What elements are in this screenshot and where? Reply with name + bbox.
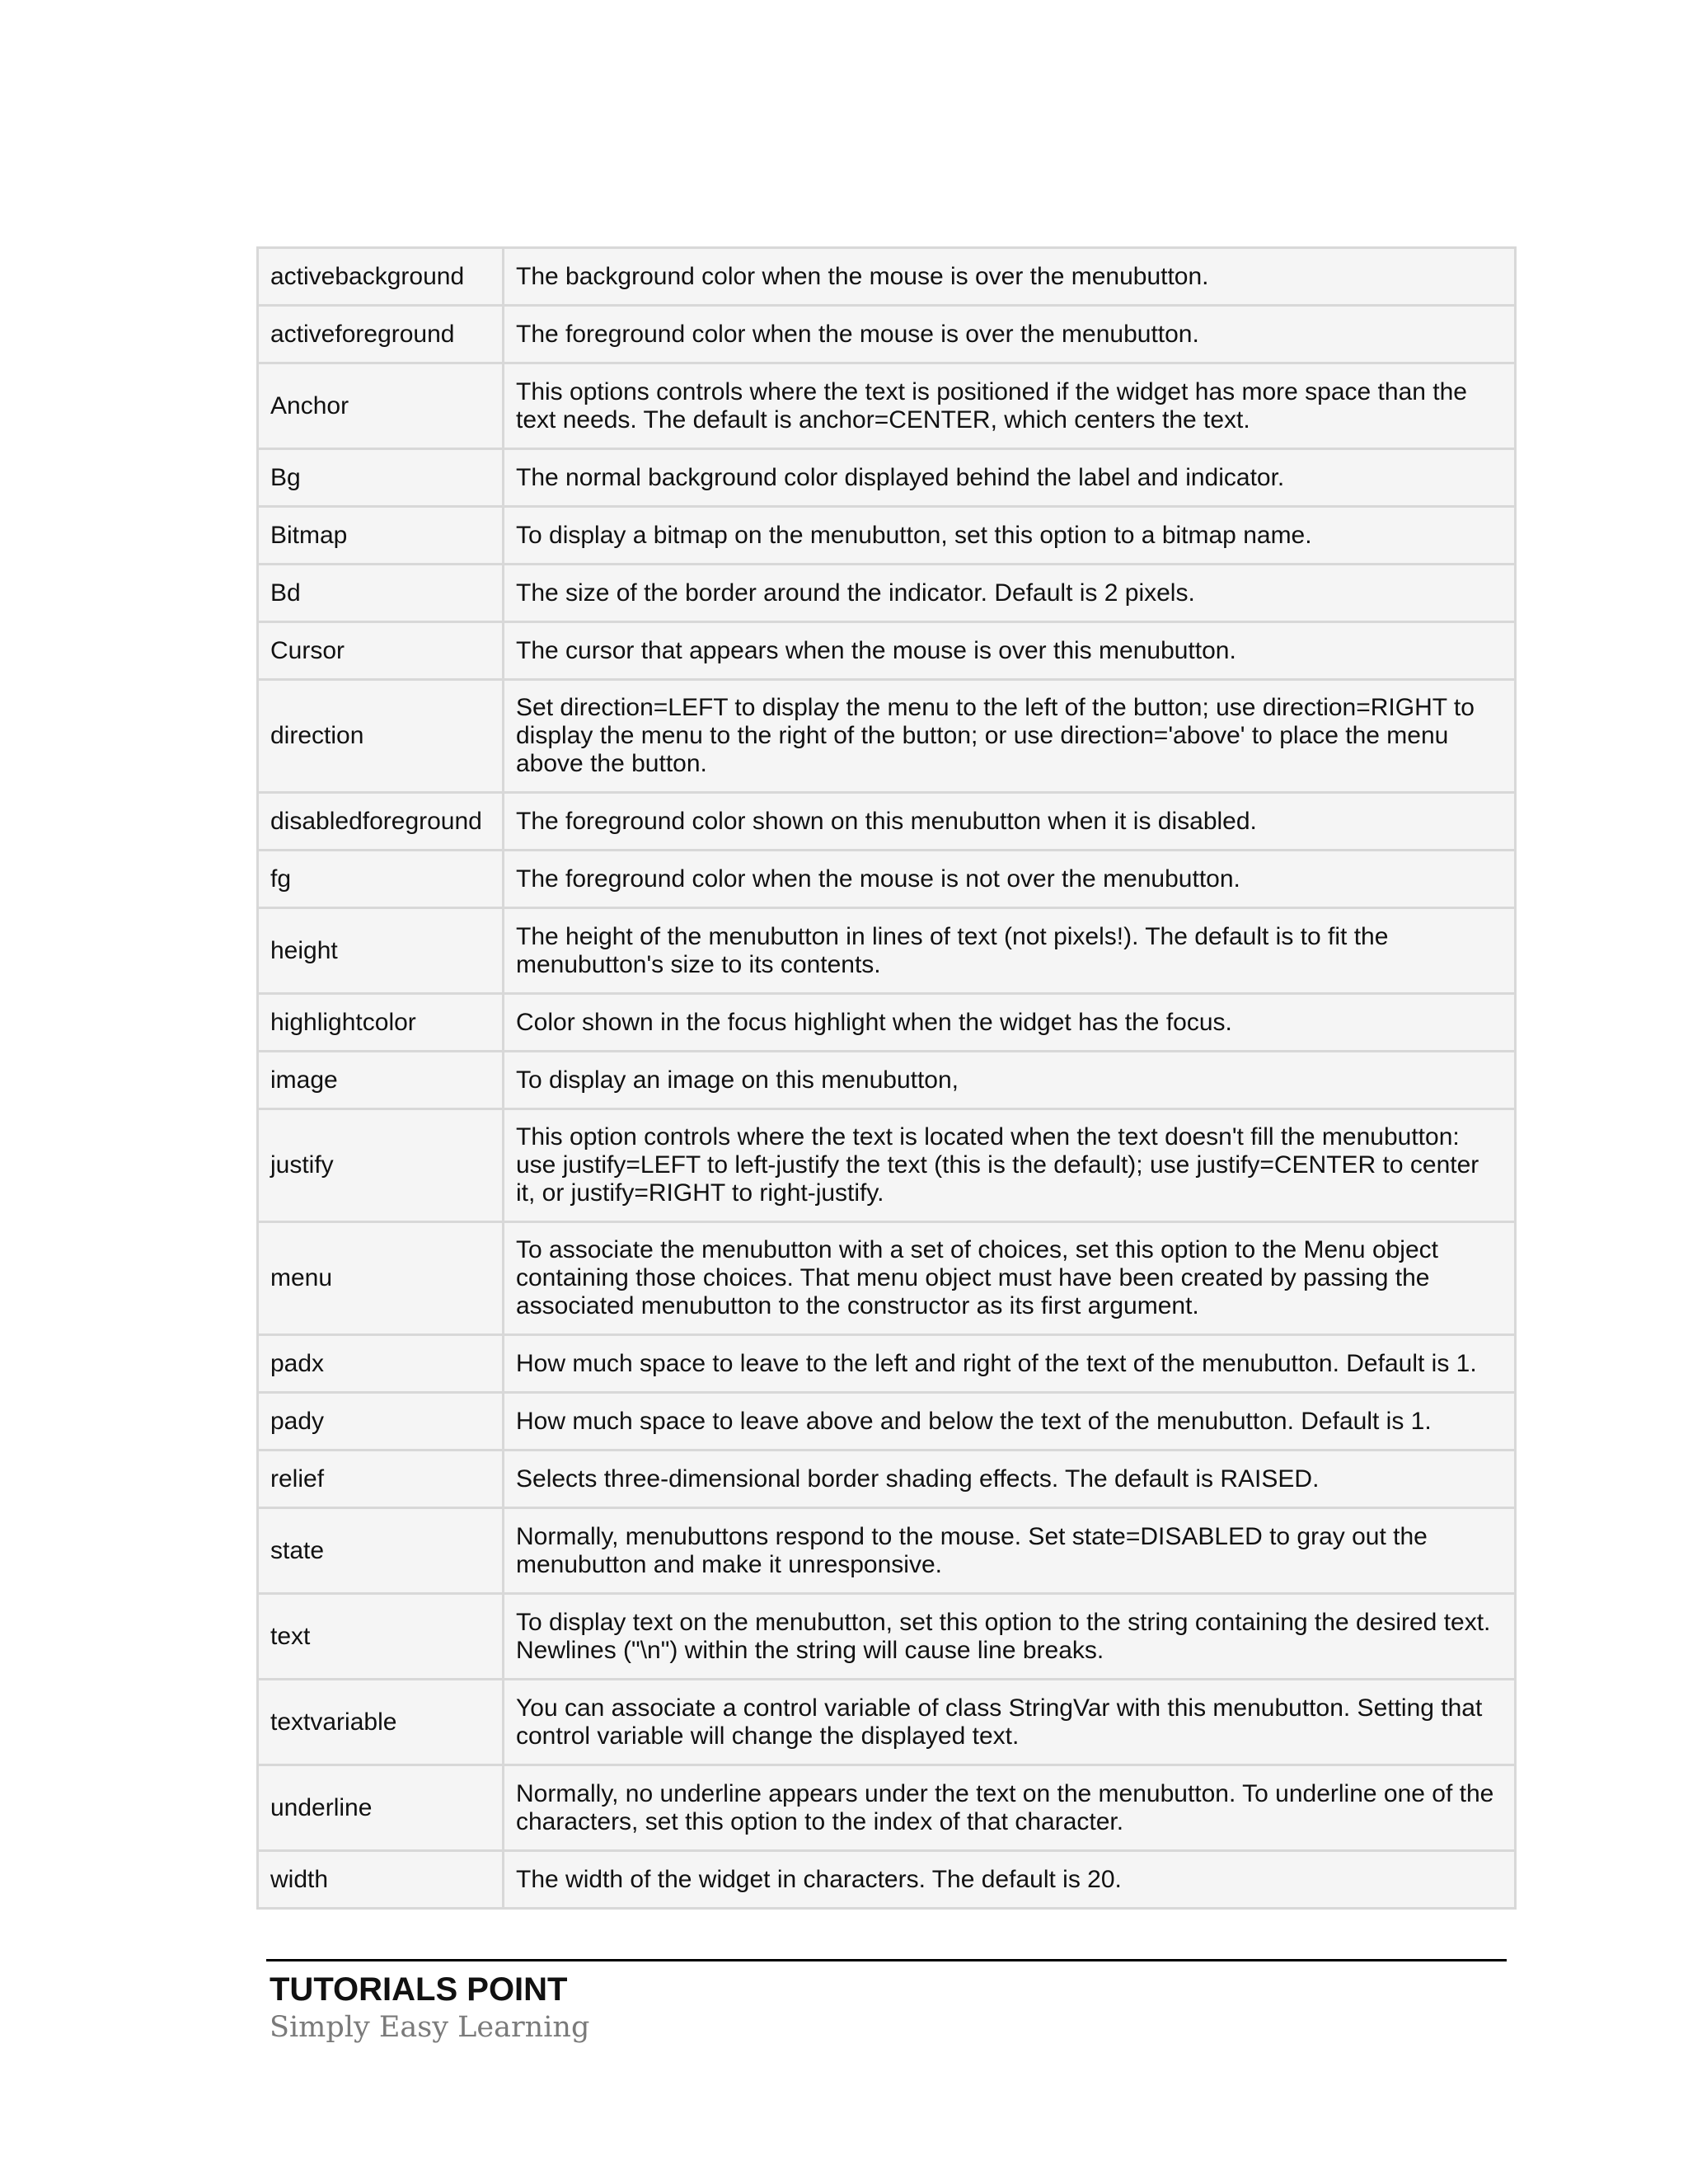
option-description: The foreground color when the mouse is not over the menubutton. [504,851,1516,908]
option-name: width [258,1851,504,1909]
option-description: The normal background color displayed behind the label and indicator. [504,449,1516,507]
table-row [258,793,1516,851]
table-row [258,1594,1516,1680]
table-row [258,1680,1516,1765]
option-name: direction [258,680,504,793]
option-description: The cursor that appears when the mouse is over this menubutton. [504,622,1516,680]
option-name: Bd [258,565,504,622]
table-row [258,507,1516,565]
option-description: To display text on the menubutton, set this option to the string containing the desired text. Newlines ("\n") within the string will cause line breaks. [504,1594,1516,1680]
table-row [258,1109,1516,1222]
option-description: To associate the menubutton with a set of choices, set this option to the Menu object containing those choices. That menu object must have been created by passing the associated menubutton to the constructor as its first argument. [504,1222,1516,1335]
option-description: How much space to leave to the left and right of the text of the menubutton. Default is 1. [504,1335,1516,1393]
option-name: image [258,1052,504,1109]
option-name: underline [258,1765,504,1851]
option-name: activebackground [258,248,504,306]
table-row [258,1508,1516,1594]
table-row [258,248,1516,306]
table-row [258,680,1516,793]
option-description: The background color when the mouse is over the menubutton. [504,248,1516,306]
table-row [258,994,1516,1052]
table-row [258,1222,1516,1335]
table-row [258,363,1516,449]
option-description: This options controls where the text is positioned if the widget has more space than the text needs. The default is anchor=CENTER, which centers the text. [504,363,1516,449]
option-description: This option controls where the text is located when the text doesn't fill the menubutton: use justify=LEFT to left-justify the text (this is the default); use justify=CENTER to center it, or justify=RIGHT to right-justify. [504,1109,1516,1222]
table-row [258,851,1516,908]
option-description: The width of the widget in characters. The default is 20. [504,1851,1516,1909]
option-description: Normally, no underline appears under the text on the menubutton. To underline one of the characters, set this option to the index of that character. [504,1765,1516,1851]
table-row [258,622,1516,680]
option-name: activeforeground [258,306,504,363]
option-name: justify [258,1109,504,1222]
option-name: relief [258,1451,504,1508]
option-name: fg [258,851,504,908]
option-name: menu [258,1222,504,1335]
table-row [258,1052,1516,1109]
option-description: You can associate a control variable of class StringVar with this menubutton. Setting that control variable will change the displayed text. [504,1680,1516,1765]
option-description: The foreground color shown on this menubutton when it is disabled. [504,793,1516,851]
option-name: text [258,1594,504,1680]
table-row [258,908,1516,994]
option-description: The size of the border around the indicator. Default is 2 pixels. [504,565,1516,622]
options-table-body [258,248,1516,1909]
option-description: How much space to leave above and below the text of the menubutton. Default is 1. [504,1393,1516,1451]
option-description: Color shown in the focus highlight when the widget has the focus. [504,994,1516,1052]
option-description: Normally, menubuttons respond to the mouse. Set state=DISABLED to gray out the menubutton and make it unresponsive. [504,1508,1516,1594]
option-description: To display an image on this menubutton, [504,1052,1516,1109]
footer-tagline: Simply Easy Learning [270,2011,590,2044]
option-description: The height of the menubutton in lines of text (not pixels!). The default is to fit the menubutton's size to its contents. [504,908,1516,994]
footer-divider [266,1959,1507,1961]
table-row [258,565,1516,622]
option-name: Bitmap [258,507,504,565]
option-name: textvariable [258,1680,504,1765]
option-name: highlightcolor [258,994,504,1052]
option-name: Bg [258,449,504,507]
table-row [258,1451,1516,1508]
table-row [258,306,1516,363]
option-name: pady [258,1393,504,1451]
option-description: To display a bitmap on the menubutton, set this option to a bitmap name. [504,507,1516,565]
table-row [258,1335,1516,1393]
option-name: state [258,1508,504,1594]
table-row [258,1393,1516,1451]
table-row [258,1851,1516,1909]
table-row [258,449,1516,507]
option-description: Set direction=LEFT to display the menu to the left of the button; use direction=RIGHT to display the menu to the right of the button; or use direction='above' to place the menu above the button. [504,680,1516,793]
options-table [256,246,1517,1910]
table-row [258,1765,1516,1851]
option-name: height [258,908,504,994]
option-description: The foreground color when the mouse is over the menubutton. [504,306,1516,363]
option-name: padx [258,1335,504,1393]
option-description: Selects three-dimensional border shading effects. The default is RAISED. [504,1451,1516,1508]
option-name: Cursor [258,622,504,680]
option-name: Anchor [258,363,504,449]
option-name: disabledforeground [258,793,504,851]
footer-brand: TUTORIALS POINT [270,1971,568,2008]
